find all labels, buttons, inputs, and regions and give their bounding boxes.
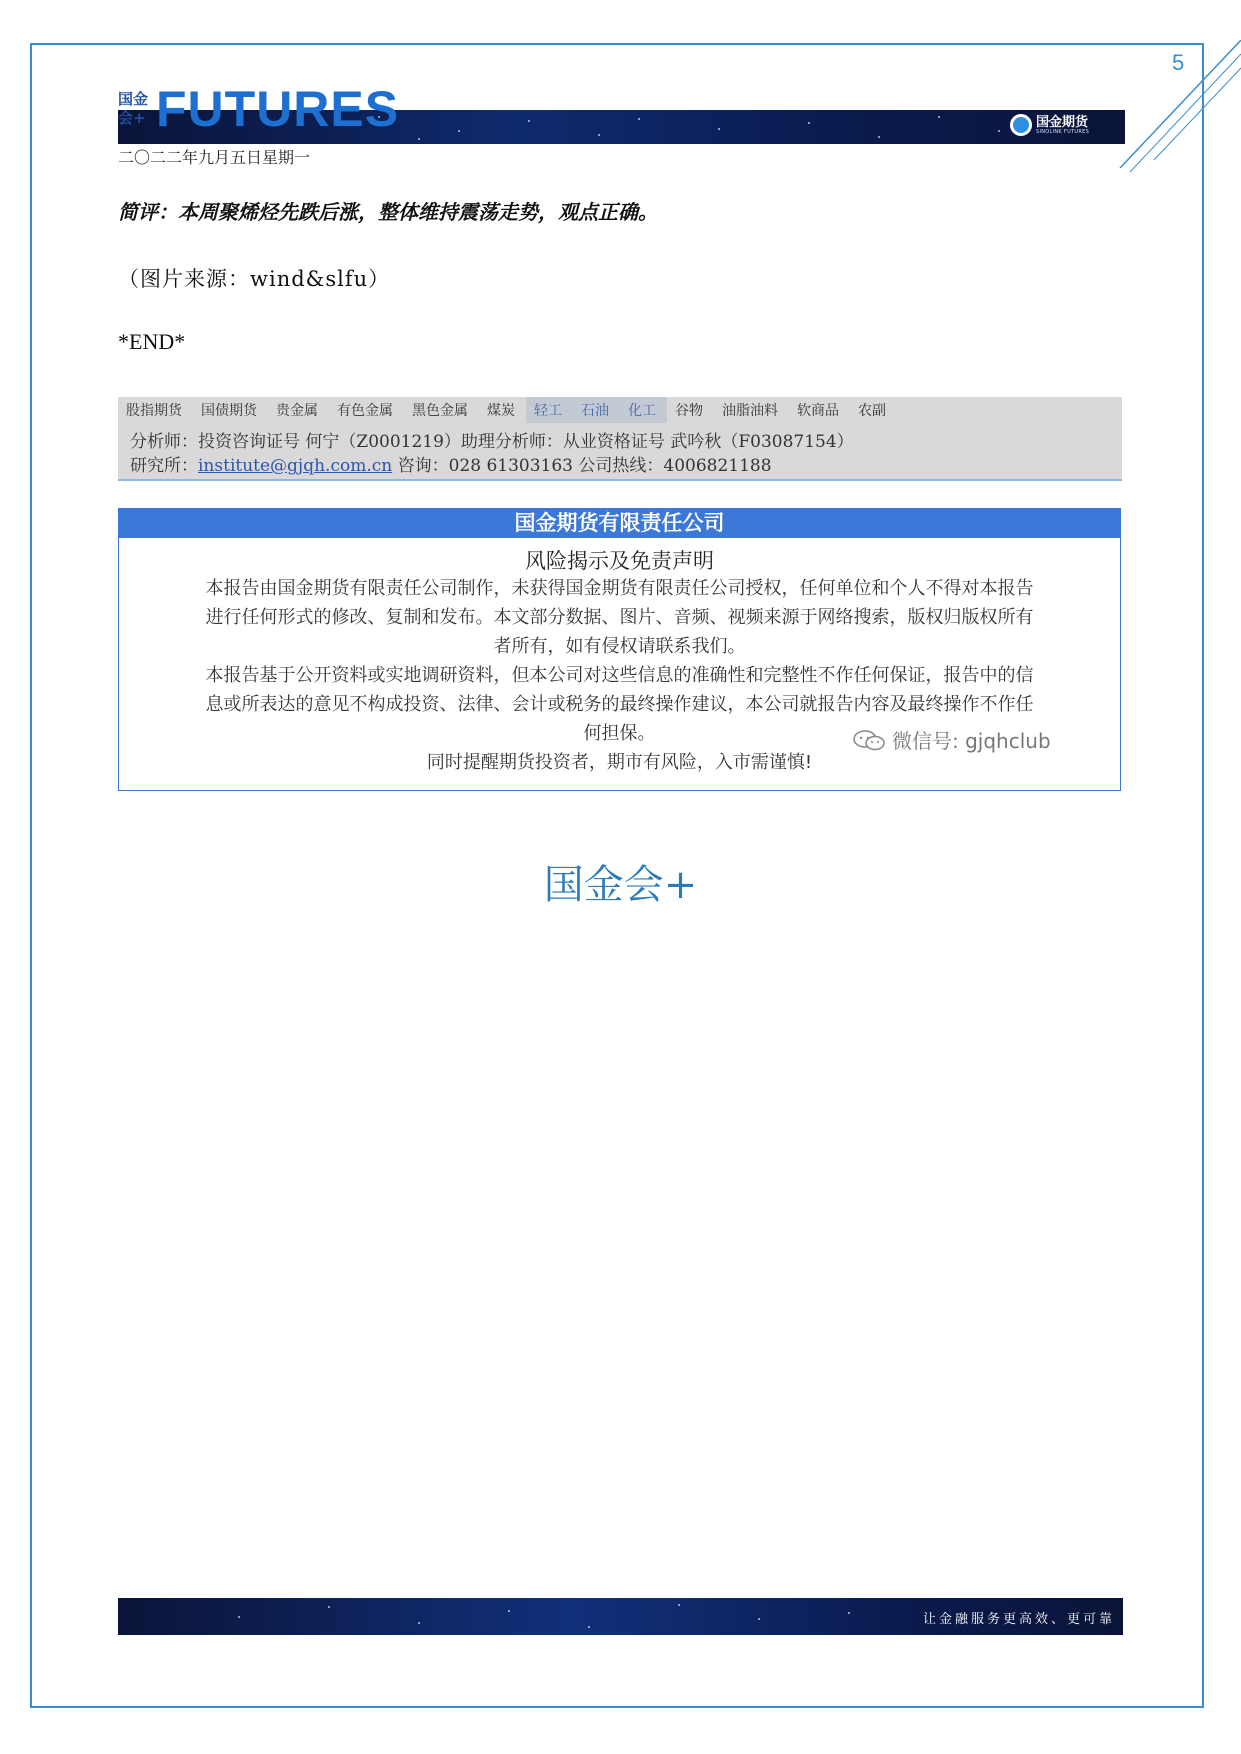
category-tab-highlighted[interactable]: 石油 [573, 397, 620, 423]
company-logo [1010, 114, 1089, 136]
disclaimer-line: 息或所表达的意见不构成投资、法律、会计或税务的最终操作建议，本公司就报告内容及最终操作不作任 [205, 694, 1034, 715]
category-tab[interactable]: 油脂油料 [722, 403, 778, 419]
logo-en-text: SINOLINK FUTURES [1036, 128, 1090, 135]
contact-info: 咨询：028 61303163 公司热线：4006821188 [392, 456, 772, 476]
wechat-id: 微信号: gjqhclub [892, 729, 1051, 753]
category-tab[interactable]: 煤炭 [487, 403, 515, 419]
category-tab[interactable]: 谷物 [675, 403, 703, 419]
report-date: 二〇二二年九月五日星期一 [118, 148, 311, 167]
institute-label: 研究所： [130, 456, 198, 476]
category-tab[interactable]: 农副 [858, 403, 886, 419]
end-mark: *END* [118, 329, 186, 354]
disclaimer-line: 者所有，如有侵权请联系我们。 [493, 636, 746, 657]
logo-circle-icon [1010, 114, 1032, 136]
brand-futures-wordmark: FUTURES [156, 81, 400, 137]
brand-small-logo: 国金会+ [118, 90, 149, 127]
category-tab[interactable]: 黑色金属 [412, 403, 468, 419]
category-tab[interactable]: 国债期货 [201, 403, 257, 419]
category-tab-highlighted[interactable]: 轻工 [526, 397, 573, 423]
institute-email-link[interactable]: institute@gjqh.com.cn [198, 456, 393, 476]
disclaimer-box [118, 508, 1121, 791]
disclaimer-company-header: 国金期货有限责任公司 [119, 509, 1120, 538]
footer-slogan: 让金融服务更高效、更可靠 [922, 1612, 1115, 1627]
category-tab[interactable]: 软商品 [797, 403, 839, 419]
disclaimer-reminder: 同时提醒期货投资者，期市有风险，入市需谨慎! [426, 752, 813, 773]
wechat-icon [852, 729, 886, 751]
disclaimer-line: 何担保。 [583, 723, 656, 744]
disclaimer-line: 本报告基于公开资料或实地调研资料，但本公司对这些信息的准确性和完整性不作任何保证，报告中的信 [205, 665, 1034, 686]
category-tab[interactable]: 有色金属 [337, 403, 393, 419]
category-tab-highlighted[interactable]: 化工 [620, 397, 667, 423]
category-strip [118, 397, 1122, 481]
footer-banner [118, 1598, 1123, 1635]
category-tab[interactable]: 股指期货 [126, 403, 182, 419]
corner-decoration [1110, 40, 1241, 180]
image-source-note: （图片来源：wind&slfu） [118, 267, 391, 291]
disclaimer-title: 风险揭示及免责声明 [525, 549, 714, 573]
category-tab[interactable]: 贵金属 [276, 403, 318, 419]
wechat-watermark [852, 725, 1051, 754]
logo-cn-text: 国金期货 [1036, 114, 1089, 130]
disclaimer-line: 进行任何形式的修改、复制和发布。本文部分数据、图片、音频、视频来源于网络搜索，版权归版权所有 [205, 607, 1034, 628]
institute-info [130, 451, 772, 476]
page-number: 5 [1172, 50, 1185, 75]
disclaimer-line: 本报告由国金期货有限责任公司制作，未获得国金期货有限责任公司授权，任何单位和个人不得对本报告 [205, 578, 1034, 599]
comment-text: 简评：本周聚烯烃先跌后涨，整体维持震荡走势，观点正确。 [118, 200, 658, 224]
club-title: 国金会+ [543, 862, 698, 908]
category-tabs [118, 397, 1122, 423]
analyst-info: 分析师：投资咨询证号 何宁（Z0001219）助理分析师：从业资格证号 武吟秋（F03087154） [130, 432, 854, 452]
